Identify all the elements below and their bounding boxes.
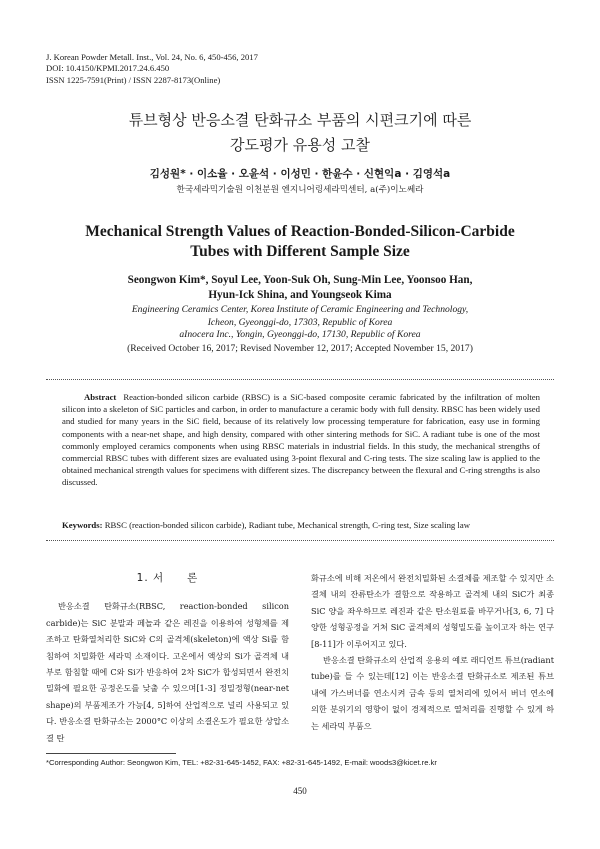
english-affiliation-line1: Engineering Ceramics Center, Korea Institute of Ceramic Engineering and Technology,: [131, 304, 469, 315]
keywords-text: RBSC (reaction-bonded silicon carbide), Radiant tube, Mechanical strength, C-ring test, Size scaling law: [104, 520, 470, 530]
korean-title: [0, 108, 600, 158]
korean-title-line1: 튜브형상 반응소결 탄화규소 부품의 시편크기에 따른: [128, 111, 472, 129]
journal-doi: DOI: 10.4150/KPMI.2017.24.6.450: [46, 63, 170, 74]
keywords: [62, 520, 540, 530]
english-title-line2: Tubes with Different Sample Size: [190, 243, 410, 260]
abstract-bottom-rule: [46, 540, 554, 541]
corresponding-author-footnote: *Corresponding Author: Seongwon Kim, TEL: +82-31-645-1452, FAX: +82-31-645-1492, E-mail: woods3@kicet.re.kr: [46, 758, 437, 767]
journal-citation: J. Korean Powder Metall. Inst., Vol. 24, No. 6, 450-456, 2017: [46, 52, 258, 62]
abstract-top-rule: [46, 379, 554, 380]
english-authors: [0, 273, 600, 303]
abstract: [62, 391, 540, 489]
english-authors-line1: Seongwon Kim*, Soyul Lee, Yoon-Suk Oh, Sung-Min Lee, Yoonsoo Han,: [127, 274, 473, 286]
section-heading: 1. 서 론: [136, 572, 199, 584]
received-dates: (Received October 16, 2017; Revised November 12, 2017; Accepted November 15, 2017): [127, 343, 473, 354]
abstract-label: Abstract: [84, 392, 117, 402]
body-left-column: [46, 570, 289, 746]
abstract-text: Reaction-bonded silicon carbide (RBSC) is a SiC-based composite ceramic fabricated by the infiltration of molten silicon into a skeleton of SiC particles and carbon, in order to manufacture a ceramic body with full density. RBSC has been widely used and studied for many years in the SiC field, because of its relatively low processing temperature for fabrication, easy use in forming components with a near-net shape, and high density, compared with other sintering methods for SiC. A radiant tube is one of the most commonly employed ceramics components when using RBSC materials in industrial fields. In this study, the mechanical strengths of commercial RBSC tubes with different sizes are evaluated using 3-point flexural and C-ring tests. The size scaling law is applied to the obtained mechanical strength values for specimens with different sizes. The discrepancy between the flexural and C-ring strengths is also discussed.: [62, 392, 540, 488]
english-title-line1: Mechanical Strength Values of Reaction-Bonded-Silicon-Carbide: [85, 223, 515, 240]
english-affiliation: [0, 304, 600, 342]
page-number: 450: [293, 786, 307, 796]
korean-title-line2: 강도평가 유용성 고찰: [230, 136, 370, 154]
body-paragraph: 반응소결 탄화규소(RBSC, reaction-bonded silicon carbide)는 SiC 분말과 페놀과 같은 레진을 이용하여 성형체를 제조하고 탄화열처리한 SiC와 C의 골격체(skeleton)에 액상 Si를 함침하여 치밀화한 세라믹 소재이다. 고온에서 액상의 Si가 골격체 내부로 함침할 때에 C와 Si가 반응하여 2차 SiC가 합성되면서 완전치밀화에 필요한 공정온도를 낮출 수 있으며[1-3] 정밀정형(near-net shape)의 부품제조가 가능[4, 5]하여 산업적으로 널리 사용되고 있다. 반응소결 탄화규소는 2000°C 이상의 소결온도가 필요한 상압소결 탄: [46, 601, 289, 743]
korean-affiliation: 한국세라믹기술원 이천분원 엔지니어링세라믹센터, a(주)이노쎄라: [176, 185, 424, 195]
body-paragraph: 반응소결 탄화규소의 산업적 응용의 예로 래디언트 튜브(radiant tube)를 들 수 있는데[12] 이는 반응소결 탄화규소로 제조된 튜브 내에 가스버너를 연소시켜 금속 등의 열처리에 있어서 버너 연소에 의한 분위기의 영향이 없이 경제적으로 열처리를 진행할 수 있게 하는 세라믹 부품으: [311, 655, 554, 731]
journal-issn: ISSN 1225-7591(Print) / ISSN 2287-8173(Online): [46, 74, 221, 85]
english-title: [0, 222, 600, 262]
body-right-column: [311, 570, 554, 734]
journal-header: [46, 52, 258, 86]
footnote-rule: [46, 753, 176, 754]
korean-authors: 김성원* · 이소율 · 오윤석 · 이성민 · 한윤수 · 신현익a · 김영석a: [149, 168, 451, 180]
keywords-label: Keywords:: [62, 520, 103, 530]
english-affiliation-line2: Icheon, Gyeonggi-do, 17303, Republic of Korea: [207, 316, 393, 328]
english-affiliation-line3: aInocera Inc., Yongin, Gyeonggi-do, 17130, Republic of Korea: [179, 329, 421, 341]
english-authors-line2: Hyun-Ick Shina, and Youngseok Kima: [208, 289, 392, 301]
body-paragraph: 화규소에 비해 저온에서 완전치밀화된 소결체를 제조할 수 있지만 소결체 내의 잔류탄소가 결함으로 작용하고 골격체 내의 SiC가 최종 SiC 양을 좌우하므로 레진과 같은 탄소원료를 바꾸거나[3, 6, 7] 다양한 성형공정을 거쳐 SiC 골격체의 성형밀도를 높이고자 하는 연구[8-11]가 이루어지고 있다.: [311, 573, 554, 649]
